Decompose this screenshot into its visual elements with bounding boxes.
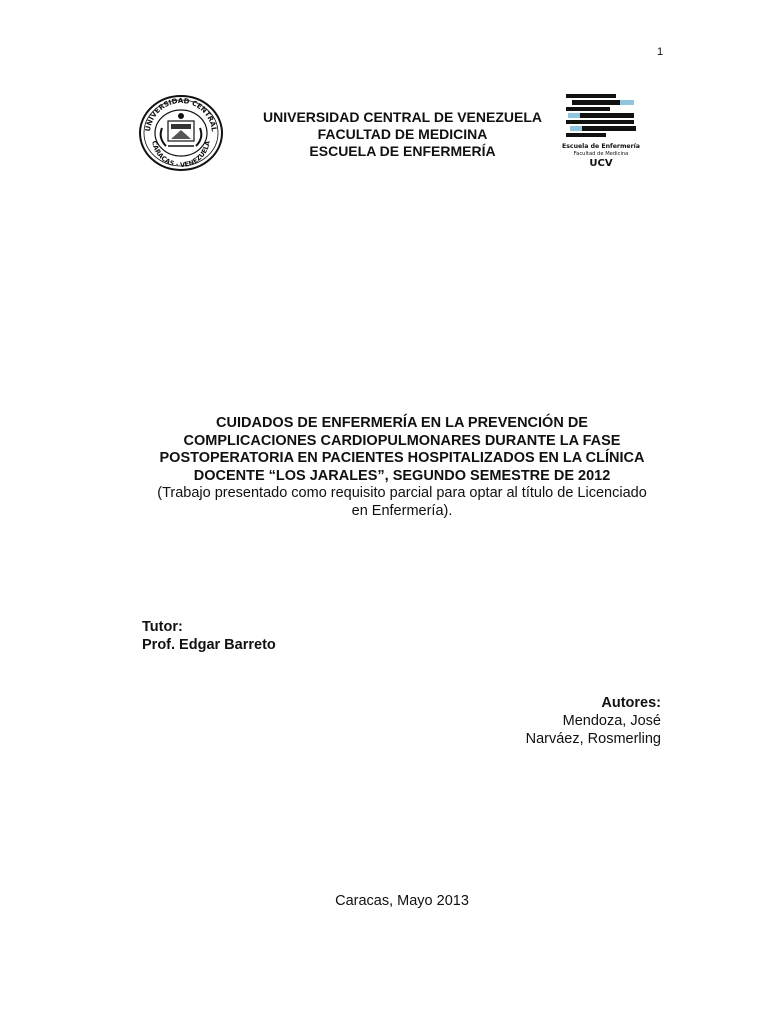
author-name-1: Mendoza, José (562, 713, 661, 729)
school-name: ESCUELA DE ENFERMERÍA (309, 143, 496, 159)
faculty-name: FACULTAD DE MEDICINA (317, 126, 488, 142)
nursing-school-logo (560, 92, 642, 170)
page-number: 1 (656, 46, 664, 58)
logo-school-text: Escuela de Enfermería (562, 143, 640, 150)
authors-label: Autores: (601, 695, 661, 711)
author-name-2: Narváez, Rosmerling (525, 731, 661, 747)
thesis-title-line-1: CUIDADOS DE ENFERMERÍA EN LA PREVENCIÓN DE (216, 415, 588, 431)
place-and-date: Caracas, Mayo 2013 (335, 893, 469, 909)
logo-faculty-text: Facultad de Medicina (573, 151, 629, 157)
thesis-title-block (140, 415, 664, 520)
thesis-title-line-3: POSTOPERATORIA EN PACIENTES HOSPITALIZADOS EN LA CLÍNICA (159, 450, 645, 466)
tutor-label: Tutor: (142, 619, 183, 635)
institution-header (240, 109, 565, 160)
thesis-title-line-4: DOCENTE “LOS JARALES”, SEGUNDO SEMESTRE DE 2012 (193, 467, 611, 484)
thesis-subtitle-line-2: en Enfermería). (351, 502, 453, 519)
seal-bottom-text: CARACAS · VENEZUELA (150, 140, 212, 170)
tutor-name: Prof. Edgar Barreto (142, 637, 276, 653)
thesis-title-line-2: COMPLICACIONES CARDIOPULMONARES DURANTE LA FASE (183, 432, 621, 449)
seal-top-text: UNIVERSIDAD CENTRAL (144, 96, 218, 133)
logo-acronym: UCV (589, 158, 613, 169)
authors-block (526, 694, 661, 748)
university-name: UNIVERSIDAD CENTRAL DE VENEZUELA (263, 109, 542, 125)
thesis-subtitle-line-1: (Trabajo presentado como requisito parcial para optar al título de Licenciado (157, 485, 647, 501)
university-seal-logo (138, 94, 224, 172)
tutor-block (142, 618, 276, 654)
